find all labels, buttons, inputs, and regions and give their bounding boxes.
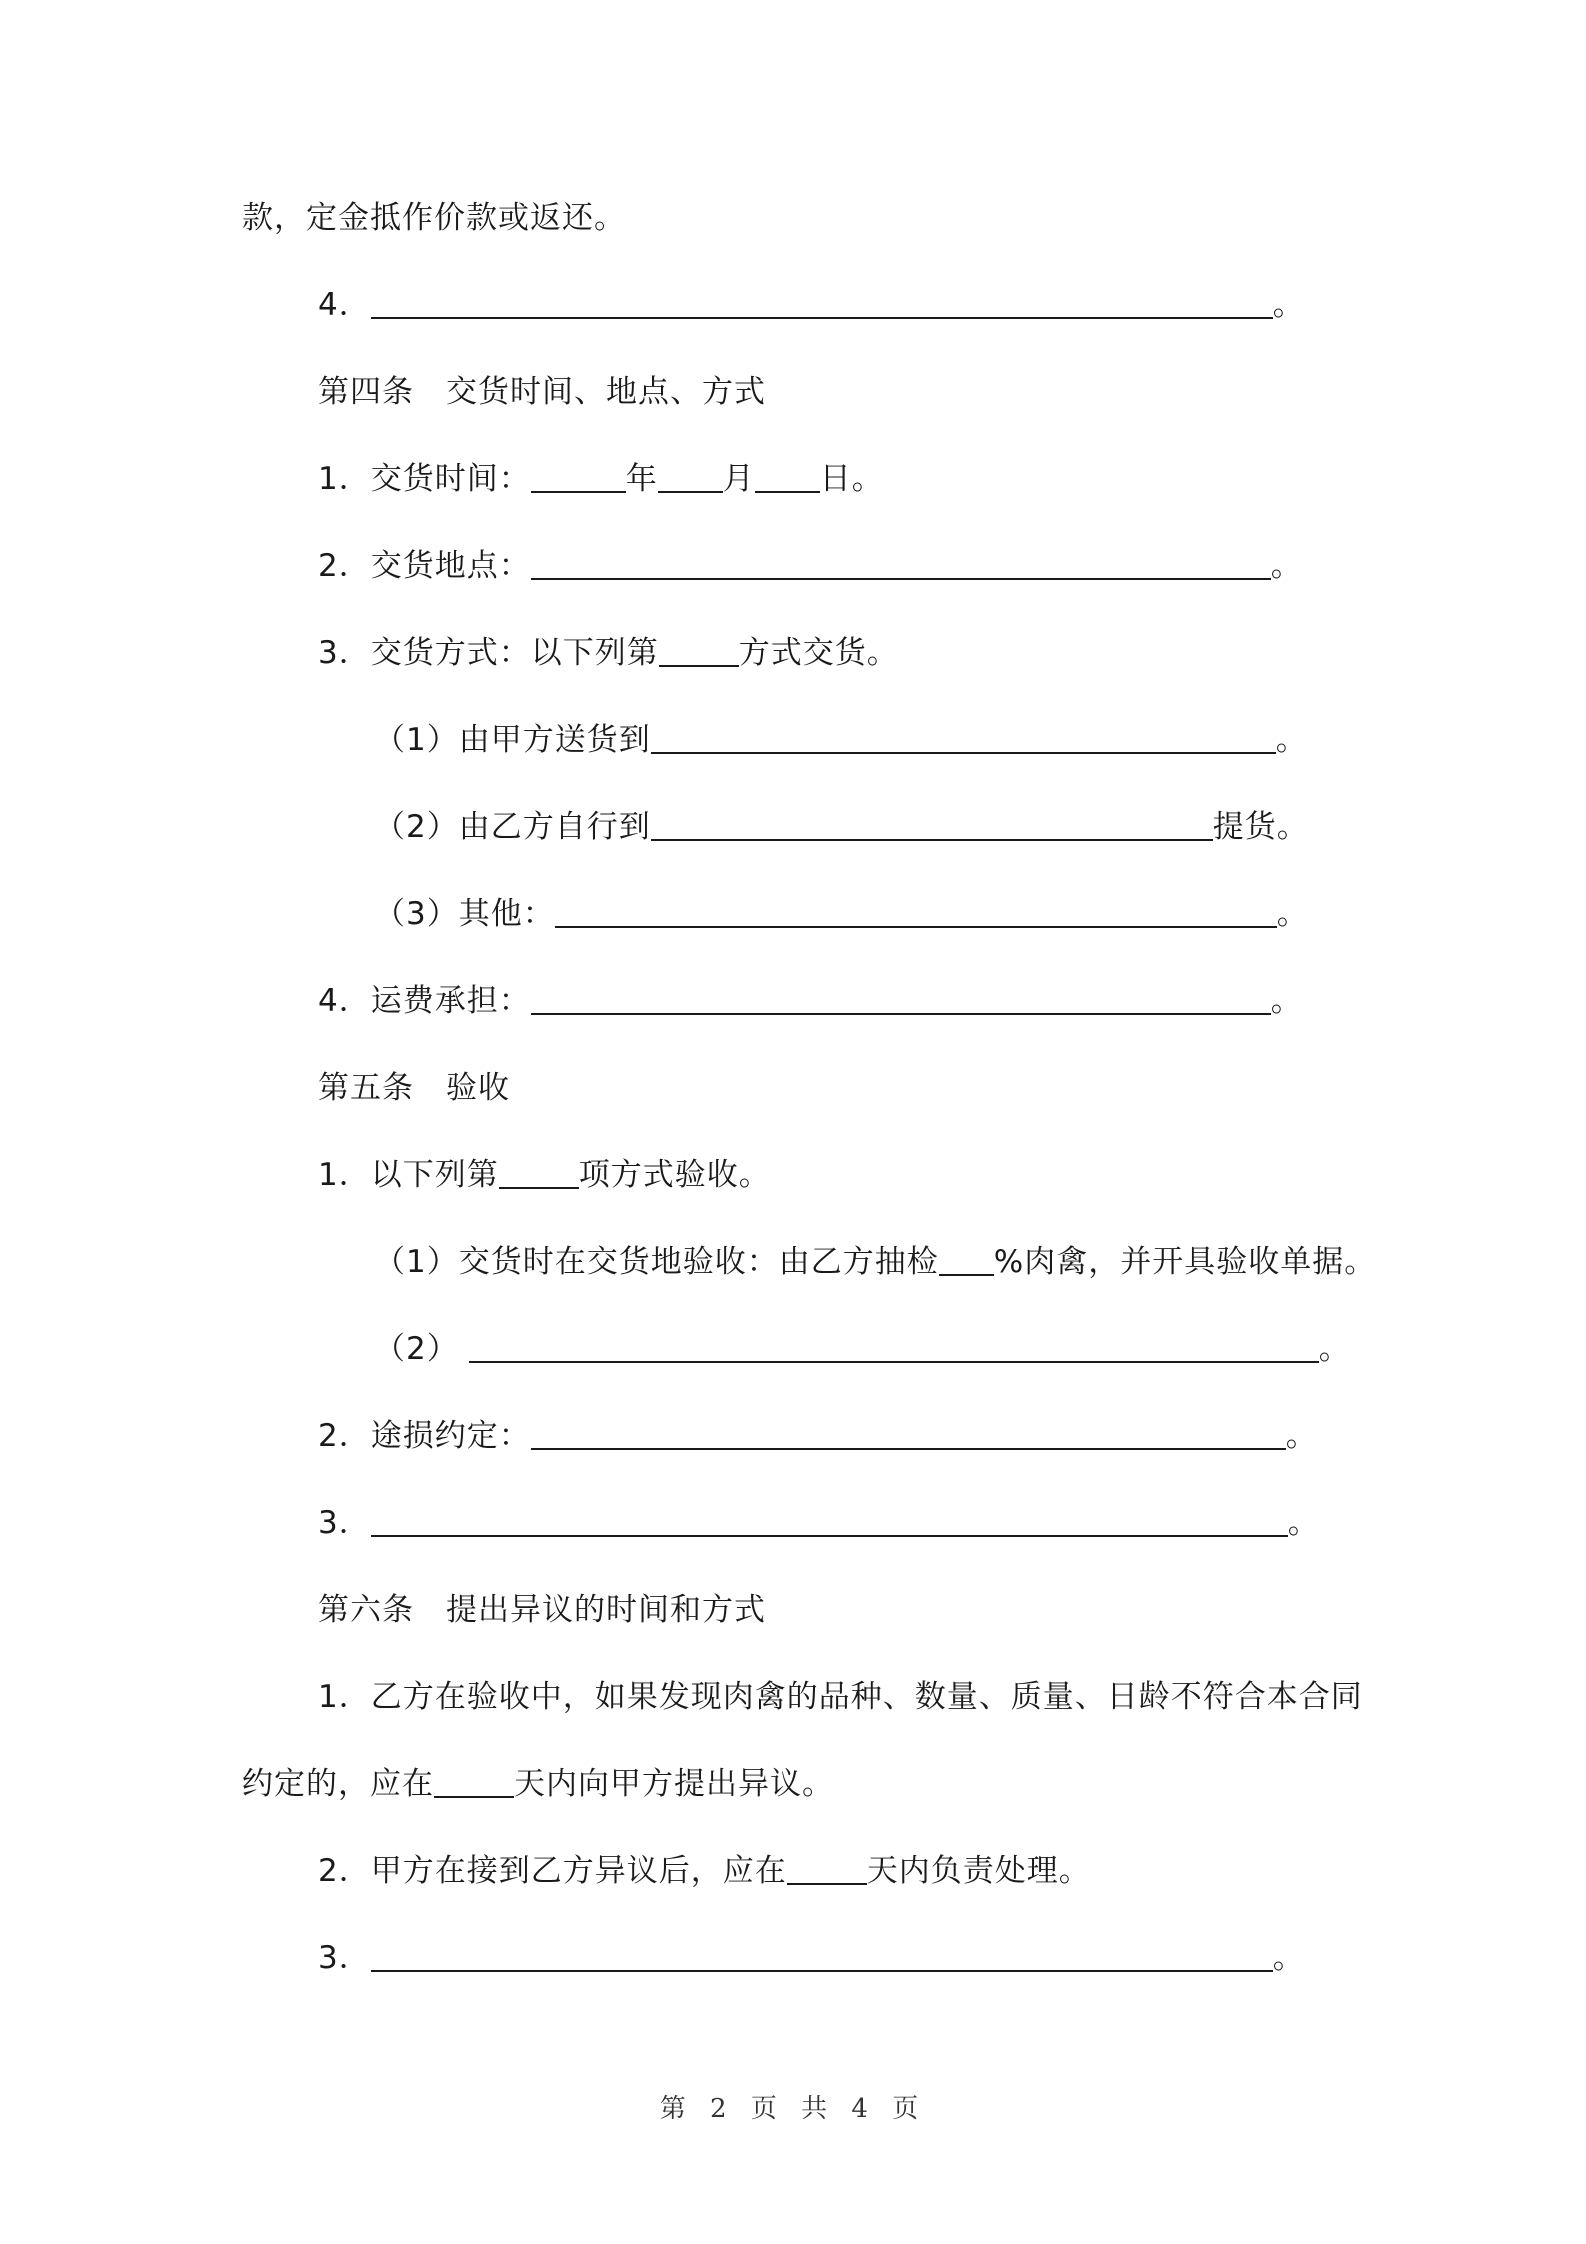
method-choice-field[interactable] xyxy=(659,633,739,667)
inspection-option-1: （1）交货时在交货地验收：由乙方抽检 %肉禽，并开具验收单据。 xyxy=(374,1244,1377,1280)
article-6-heading: 第六条 提出异议的时间和方式 xyxy=(318,1592,766,1628)
text-line: 款，定金抵作价款或返还。 xyxy=(242,200,626,236)
transit-loss-field[interactable] xyxy=(531,1416,1286,1450)
transit-loss-line: 2．途损约定： 。 xyxy=(318,1418,1318,1454)
inspection-method-line: 1．以下列第 项方式验收。 xyxy=(318,1157,771,1193)
delivery-place-field[interactable] xyxy=(531,546,1271,580)
year-field[interactable] xyxy=(531,459,626,493)
other-method-field[interactable] xyxy=(555,894,1277,928)
pickup-location-field[interactable] xyxy=(651,807,1213,841)
method-option-1: （1）由甲方送货到 。 xyxy=(374,722,1308,758)
objection-days-field[interactable] xyxy=(434,1764,514,1798)
blank-field[interactable] xyxy=(371,1503,1288,1537)
freight-field[interactable] xyxy=(531,981,1271,1015)
clause-5-3-line: 3． 。 xyxy=(318,1505,1320,1541)
method-option-2: （2）由乙方自行到 提货。 xyxy=(374,809,1309,845)
blank-field[interactable] xyxy=(371,1938,1273,1972)
sample-percent-field[interactable] xyxy=(939,1242,994,1276)
text-line: 1．乙方在验收中，如果发现肉禽的品种、数量、质量、日龄不符合本合同 xyxy=(318,1679,1363,1715)
day-field[interactable] xyxy=(755,459,820,493)
inspection-choice-field[interactable] xyxy=(499,1155,579,1189)
delivery-place-line: 2．交货地点： 。 xyxy=(318,548,1303,584)
inspection-option-2: （2） 。 xyxy=(374,1331,1351,1367)
article-4-heading: 第四条 交货时间、地点、方式 xyxy=(318,374,766,410)
blank-field[interactable] xyxy=(371,285,1273,319)
objection-days-line: 约定的，应在 天内向甲方提出异议。 xyxy=(242,1766,834,1802)
ship-to-field[interactable] xyxy=(651,720,1276,754)
page-footer: 第 2 页 共 4 页 xyxy=(659,2094,927,2124)
handling-days-line: 2．甲方在接到乙方异议后，应在 天内负责处理。 xyxy=(318,1853,1091,1889)
handling-days-field[interactable] xyxy=(787,1851,867,1885)
article-5-heading: 第五条 验收 xyxy=(318,1070,510,1106)
clause-4-blank-line: 4． 。 xyxy=(318,287,1305,323)
inspection-other-field[interactable] xyxy=(469,1329,1319,1363)
month-field[interactable] xyxy=(658,459,723,493)
delivery-method-line: 3．交货方式：以下列第 方式交货。 xyxy=(318,635,899,671)
delivery-time-line: 1．交货时间： 年 月 日。 xyxy=(318,461,884,497)
freight-line: 4．运费承担： 。 xyxy=(318,983,1303,1019)
clause-6-3-line: 3． 。 xyxy=(318,1940,1305,1976)
method-option-3: （3）其他： 。 xyxy=(374,896,1309,932)
